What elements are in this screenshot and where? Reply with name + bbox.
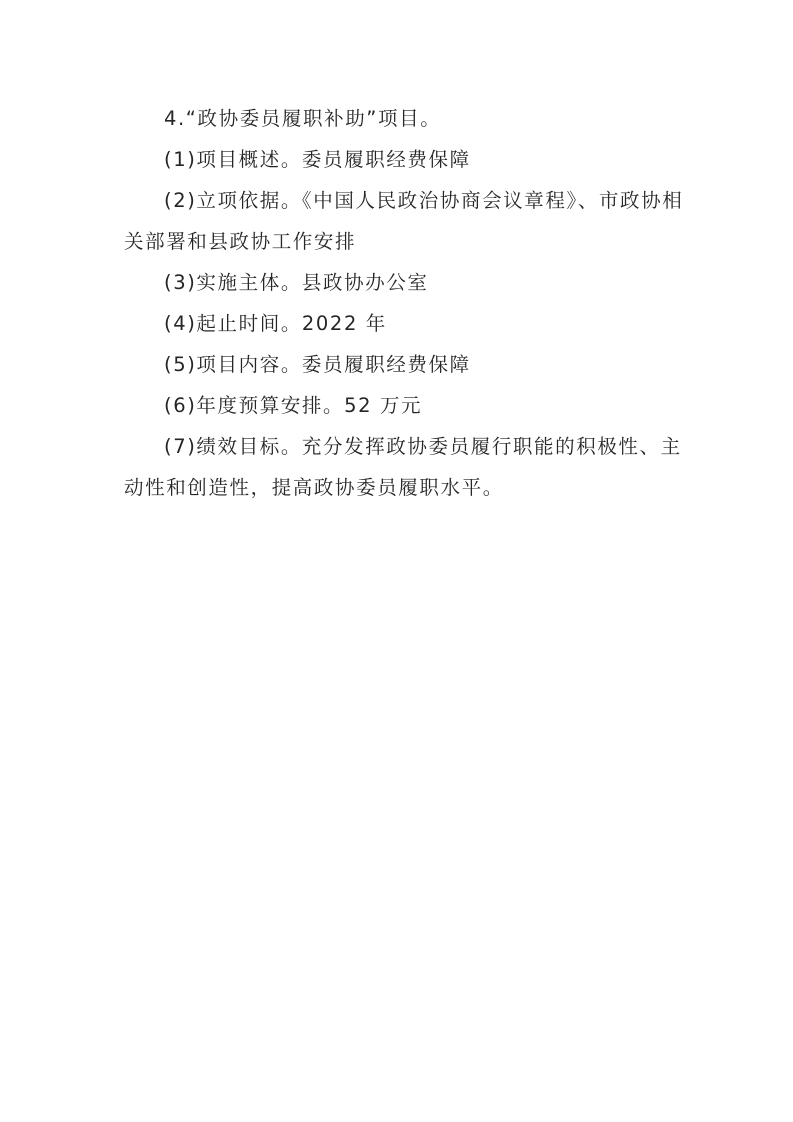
project-period: (4)起止时间。2022 年	[164, 312, 387, 335]
annual-budget: (6)年度预算安排。52 万元	[164, 394, 423, 417]
project-content: (5)项目内容。委员履职经费保障	[164, 353, 471, 376]
project-basis: (2)立项依据。《中国人民政治协商会议章程》、市政协相关部署和县政协工作安排	[124, 189, 684, 253]
document-body	[124, 98, 684, 508]
implementing-body: (3)实施主体。县政协办公室	[164, 271, 429, 294]
performance-goal: (7)绩效目标。充分发挥政协委员履行职能的积极性、主动性和创造性，提高政协委员履职水平。	[124, 435, 682, 499]
project-heading: 4.“政协委员履职补助”项目。	[164, 107, 442, 130]
project-overview: (1)项目概述。委员履职经费保障	[164, 148, 471, 171]
